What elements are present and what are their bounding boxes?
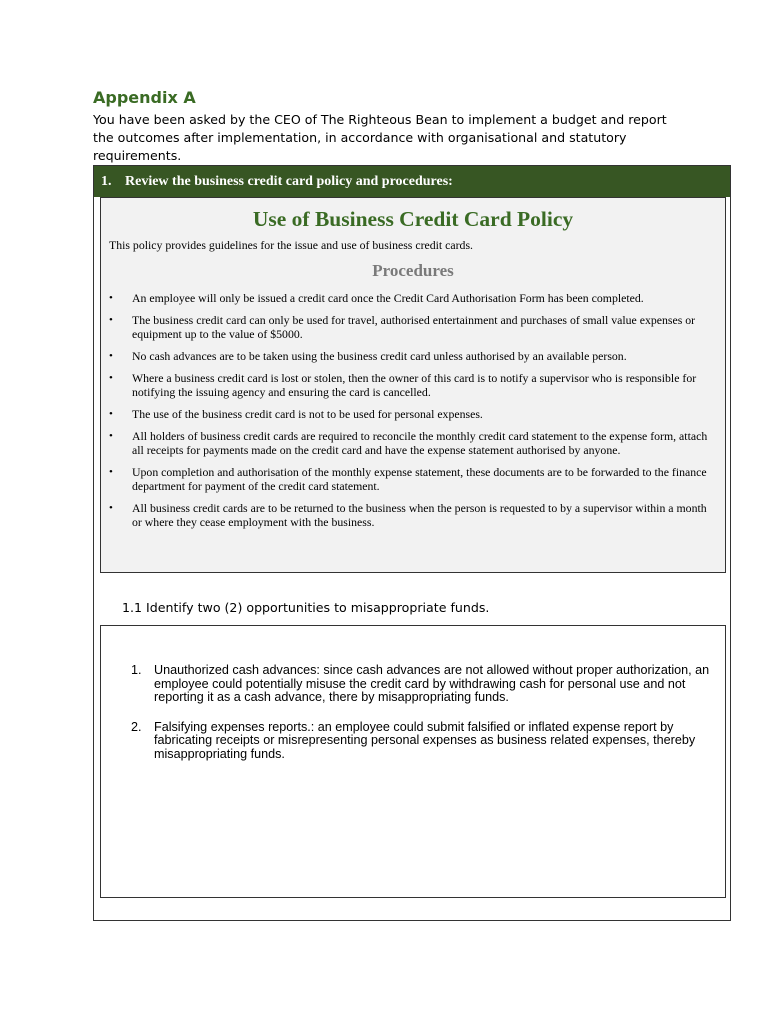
section-heading: Review the business credit card policy and procedures: (125, 173, 453, 189)
section-header (94, 166, 730, 197)
bullet-icon: • (109, 292, 113, 304)
policy-description: This policy provides guidelines for the issue and use of business credit cards. (109, 238, 473, 252)
answer-item (101, 664, 725, 705)
bullet-icon: • (109, 466, 113, 478)
answer-list (101, 664, 725, 761)
procedure-item: • The use of the business credit card is not to be used for personal expenses. (109, 407, 483, 421)
appendix-title: Appendix A (93, 88, 196, 107)
procedures-title: Procedures (372, 261, 454, 280)
bullet-icon: • (109, 408, 113, 420)
section-number: 1. (101, 173, 112, 189)
policy-title: Use of Business Credit Card Policy (252, 207, 574, 231)
bullet-icon: • (109, 502, 113, 514)
procedures-list (101, 291, 725, 529)
answer-number: 2. (131, 719, 142, 734)
procedure-item: • All business credit cards are to be returned to the business when the person is requested to by a supervisor within a month or where they cease employment with the business. (109, 501, 707, 529)
answer-text: Unauthorized cash advances: since cash advances are not allowed without proper authorization, an employee could potentially misuse the credit card by withdrawing cash for personal use and not reporting it as a cash advance, there by misappropriating funds. (154, 663, 710, 704)
answer-number: 1. (131, 663, 142, 677)
procedure-item: • Where a business credit card is lost or stolen, then the owner of this card is to notify a supervisor who is responsible for notifying the issuing agency and ensuring the card is cancelled. (109, 371, 697, 399)
procedure-item: • All holders of business credit cards are required to reconcile the monthly credit card statement to the expense form, attach all receipts for payments made on the credit card and have the expense statement authorised by anyone. (109, 429, 708, 457)
question-1-1: 1.1 Identify two (2) opportunities to misappropriate funds. (122, 600, 490, 615)
answer-item (101, 721, 725, 762)
bullet-icon: • (109, 430, 113, 442)
bullet-icon: • (109, 350, 113, 362)
answer-text: Falsifying expenses reports.: an employee could submit falsified or inflated expense report by fabricating receipts or misrepresenting personal expenses as business related expenses, thereby misappropriating funds. (154, 719, 696, 761)
policy-panel (100, 197, 726, 573)
bullet-icon: • (109, 314, 113, 326)
procedure-item: • An employee will only be issued a credit card once the Credit Card Authorisation Form has been completed. (109, 291, 644, 305)
procedure-item: • No cash advances are to be taken using the business credit card unless authorised by an available person. (109, 349, 627, 363)
answer-box[interactable] (100, 625, 726, 898)
procedure-item: • The business credit card can only be used for travel, authorised entertainment and purchases of small value expenses or equipment up to the value of $5000. (109, 313, 696, 341)
intro-paragraph: You have been asked by the CEO of The Righteous Bean to implement a budget and report the outcomes after implementation, in accordance with organisational and statutory requirements. (93, 112, 667, 163)
bullet-icon: • (109, 372, 113, 384)
procedure-item: • Upon completion and authorisation of the monthly expense statement, these documents are to be forwarded to the finance department for payment of the credit card statement. (109, 465, 707, 493)
